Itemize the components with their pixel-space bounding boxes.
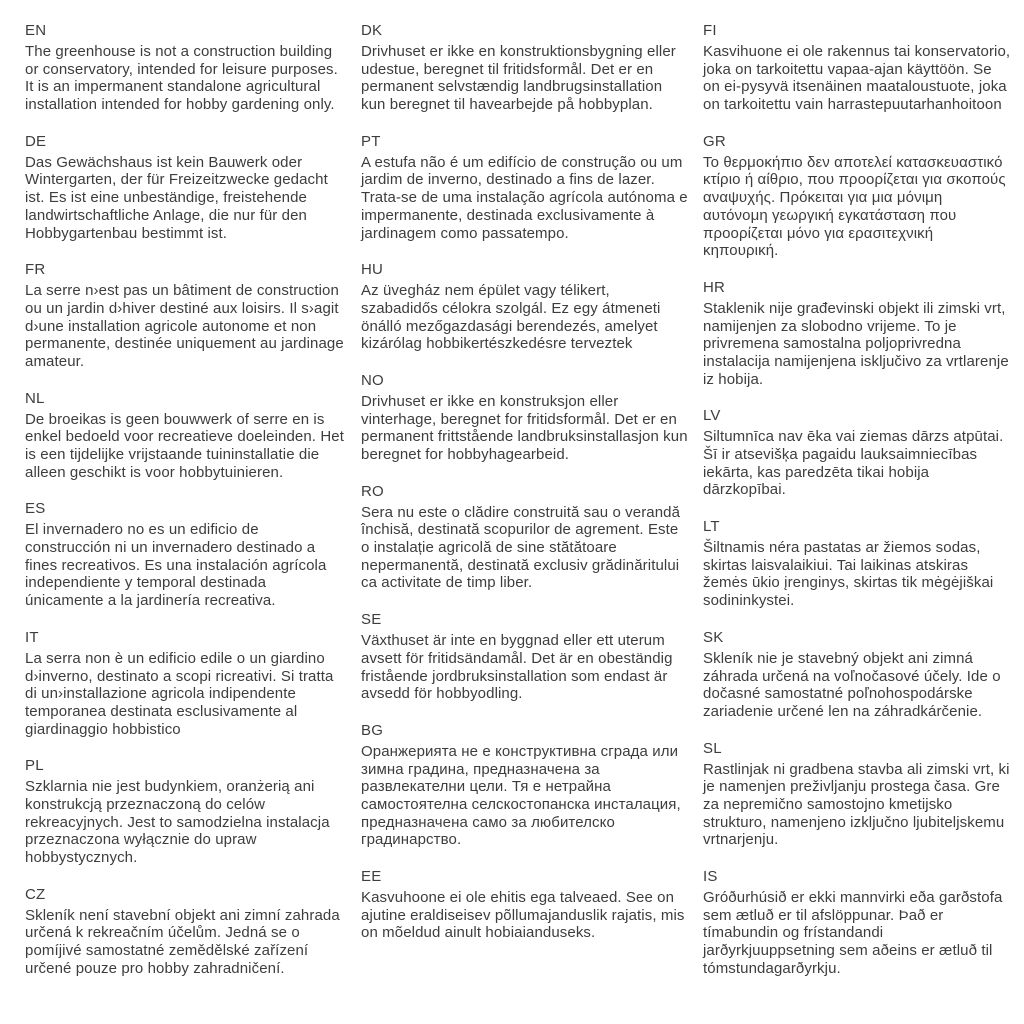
language-text: La serra non è un edificio edile o un giardino d›inverno, destinato a scopi ricreativi. Si tratta di un›installazione agricola indipendente temporanea destinata esclusivamente al giardinaggio hobbistico [25, 649, 334, 738]
language-text: Drivhuset er ikke en konstruksjon eller vinterhage, beregnet for fritidsformål. Det er en permanent frittstående landbruksinstallasjon kun beregnet for hobbyhagearbeid. [361, 392, 688, 463]
column-3 [703, 22, 1011, 996]
language-code: PL [25, 757, 44, 775]
language-section-de [25, 133, 347, 242]
language-section-pt [361, 133, 689, 242]
language-text: A estufa não é um edifício de construção ou um jardim de inverno, destinado a fins de lazer. Trata-se de uma instalação agrícola autónoma e impermanente, destinada exclusivamente à jardinagem como passatempo. [361, 153, 688, 242]
language-section-gr [703, 133, 1011, 260]
language-text: The greenhouse is not a construction building or conservatory, intended for leisure purposes. It is an impermanent standalone agricultural installation intended for hobby gardening only. [25, 43, 338, 114]
language-text: Оранжерията не е конструктивна сграда или зимна градина, предназначена за развлекателни цели. Тя е нетрайна самостоятелна селскостопанска инсталация, предназначена само за любителско градинарство. [361, 742, 681, 849]
language-section-se [361, 611, 689, 703]
language-section-ro [361, 483, 689, 592]
language-code: RO [361, 482, 384, 500]
language-text: Sera nu este o clădire construită sau o verandă închisă, destinată scopurilor de agrement. Este o instalație agricolă de sine stătătoare nepermanentă, destinată exclusiv grădinăritului ca activitate de timp liber. [361, 503, 681, 592]
language-section-es [25, 500, 347, 609]
language-code: SE [361, 611, 382, 629]
language-text: Šiltnamis néra pastatas ar žiemos sodas, skirtas laisvalaikiui. Tai laikinas atskiras žemės ūkio įrenginys, skirtas tik mėgėjiškai sodininkystei. [703, 539, 994, 610]
column-2 [361, 22, 689, 996]
language-code: IS [703, 868, 718, 885]
language-code: SK [703, 628, 724, 646]
language-code: NL [25, 389, 45, 407]
language-code: DK [361, 22, 383, 39]
language-text: Staklenik nije građevinski objekt ili zimski vrt, namijenjen za slobodno vrijeme. To je privremena samostalna poljoprivredna instalacija namijenjena isključivo za vrtlarenje iz hobija. [703, 299, 1009, 388]
language-code: CZ [25, 885, 46, 903]
language-text: Rastlinjak ni gradbena stavba ali zimski vrt, ki je namenjen preživljanju prostega časa. Gre za nepremično samostojno kmetijsko strukturo, namenjeno izključno ljubiteljskemu vrtnarjenju. [703, 760, 1010, 849]
language-code: FI [703, 22, 717, 39]
language-text: Kasvihuone ei ole rakennus tai konservatorio, joka on tarkoitettu vapaa-ajan käyttöön. Se on ei-pysyvä itsenäinen maataloustuote, joka on tarkoitettu vain harrastepuutarhanhoitoon [703, 43, 1011, 114]
language-section-fr [25, 261, 347, 370]
language-text: El invernadero no es un edificio de construcción ni un invernadero destinado a fines recreativos. Es una instalación agrícola independiente y temporal destinada únicamente a la jardinería recreativa. [25, 521, 327, 610]
column-1 [25, 22, 347, 996]
language-code: PT [361, 132, 381, 150]
language-code: LV [703, 407, 721, 425]
language-section-bg [361, 722, 689, 849]
language-code: EN [25, 22, 47, 39]
language-code: FR [25, 261, 46, 279]
language-code: LT [703, 518, 720, 536]
language-section-lv [703, 407, 1011, 499]
language-text: Το θερμοκήπιο δεν αποτελεί κατασκευαστικό κτίριο ή αίθριο, που προορίζεται για σκοπούς αναψυχής. Πρόκειται για μια μόνιμη αυτόνομη γεωργική εγκατάσταση που προορίζεται μόνο για ερασιτεχνική κηπουρική. [703, 153, 1006, 260]
language-section-nl [25, 390, 347, 482]
language-section-dk [361, 22, 689, 114]
language-text: Skleník nie je stavebný objekt ani zimná záhrada určená na voľnočasové účely. Ide o dočasné samostatné poľnohospodárske zariadenie určené len na záhradkárčenie. [703, 649, 1001, 720]
language-code: BG [361, 721, 384, 739]
language-section-fi [703, 22, 1011, 114]
language-text: Szklarnia nie jest budynkiem, oranżerią ani konstrukcją przeznaczoną do celów rekreacyjnych. Jest to samodzielna instalacja przeznaczona wyłącznie do upraw hobbystycznych. [25, 778, 330, 866]
language-text: La serre n›est pas un bâtiment de construction ou un jardin d›hiver destiné aux loisirs. Il s›agit d›une installation agricole autonome et non permanente, destinée uniquement au jardinage amateur. [25, 282, 344, 370]
language-section-lt [703, 518, 1011, 610]
language-section-is [703, 868, 1011, 977]
language-section-en [25, 22, 347, 114]
language-section-hr [703, 279, 1011, 388]
language-text: Az üvegház nem épület vagy télikert, szabadidős célokra szolgál. Ez egy átmeneti önálló mezőgazdasági berendezés, amelyet kizárólag hobbikertészkedésre terveztek [361, 282, 661, 353]
language-section-it [25, 629, 347, 738]
language-section-sk [703, 629, 1011, 721]
language-code: GR [703, 132, 726, 150]
language-section-sl [703, 740, 1011, 849]
language-text: Drivhuset er ikke en konstruktionsbygning eller udestue, beregnet til fritidsformål. Det er en permanent selvstændig landbrugsinstallation kun beregnet til havearbejde på hobbyplan. [361, 43, 676, 114]
language-section-ee [361, 868, 689, 942]
language-code: IT [25, 628, 39, 646]
language-section-no [361, 372, 689, 464]
language-code: SL [703, 739, 722, 757]
language-code: DE [25, 132, 47, 150]
language-code: NO [361, 371, 384, 389]
language-section-hu [361, 261, 689, 353]
language-section-cz [25, 886, 347, 978]
language-text: De broeikas is geen bouwwerk of serre en is enkel bedoeld voor recreatieve doeleinden. Het is een tijdelijke vrijstaande tuininstallatie die alleen geschikt is voor hobbytuinieren. [25, 410, 344, 481]
language-text: Växthuset är inte en byggnad eller ett uterum avsett för fritidsändamål. Det är en obeständig fristående jordbruksinstallation som endast är avsedd för hobbyodling. [361, 632, 673, 703]
language-text: Siltumnīca nav ēka vai ziemas dārzs atpūtai. Šī ir atsevišķa pagaidu lauksaimniecības iekārta, kas paredzēta tikai hobija dārzkopībai. [703, 428, 1004, 499]
language-code: HU [361, 261, 384, 279]
language-code: ES [25, 500, 46, 518]
language-code: HR [703, 278, 726, 296]
language-text: Kasvuhoone ei ole ehitis ega talveaed. See on ajutine eraldiseisev põllumajanduslik rajatis, mis on mõeldud ainult hobiaianduseks. [361, 889, 685, 942]
language-text: Das Gewächshaus ist kein Bauwerk oder Wintergarten, der für Freizeitzwecke gedacht ist. Es ist eine unbeständige, freistehende landwirtschaftliche Anlage, die nur für den Hobbygartenbau bestimmt ist. [25, 153, 328, 242]
language-section-pl [25, 757, 347, 866]
language-text: Gróðurhúsið er ekki mannvirki eða garðstofa sem ætluð er til afslöppunar. Það er tímabundin og frístandandi jarðyrkjuuppsetning sem aðeins er ætluð til tómstundagarðyrkju. [703, 889, 1003, 977]
language-text: Skleník není stavební objekt ani zimní zahrada určená k rekreačním účelům. Jedná se o pomíjivé samostatné zemědělské zařízení určené pouze pro hobby zahradničení. [25, 906, 340, 977]
language-code: EE [361, 868, 382, 885]
